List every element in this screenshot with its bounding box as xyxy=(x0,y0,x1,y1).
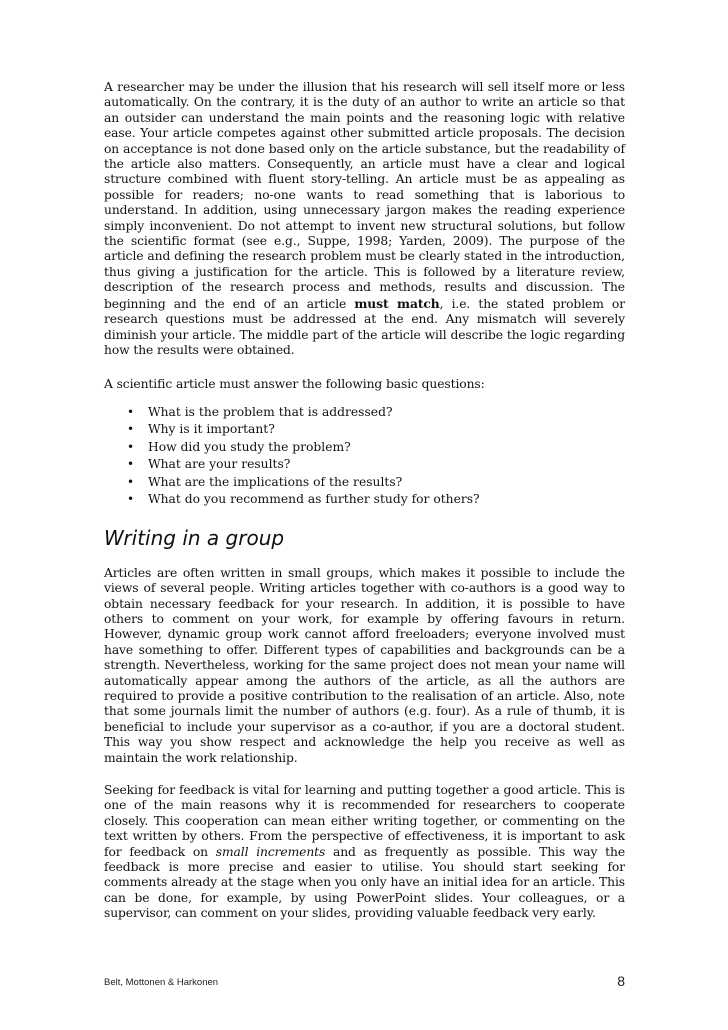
paragraph-text: , i.e. the stated problem or research questions must be addressed at the end. Any mismatch will severely diminish your article. The middle part of the article will describe the logic regarding how the results were obtained. xyxy=(104,296,625,357)
paragraph-feedback xyxy=(104,783,625,922)
page-footer xyxy=(104,973,625,993)
bullet-icon: • xyxy=(127,439,135,454)
paragraph-text: A researcher may be under the illusion that his research will sell itself more or less automatically. On the contrary, it is the duty of an author to write an article so that an outsider can understand the main points and the reasoning logic with relative ease. Your article competes against other submitted article proposals. The decision on acceptance is not done based only on the article substance, but the readability of the article also matters. Consequently, an article must have a clear and logical structure combined with fluent story-telling. An article must be as appealing as possible for readers; no-one wants to read something that is laborious to understand. In addition, using unnecessary jargon makes the reading experience simply inconvenient. Do not attempt to invent new structural solutions, but follow the scientific format (see e.g., Suppe, 1998; Yarden, 2009). The purpose of the article and defining the research problem must be clearly stated in the introduction, thus giving a justification for the article. This is followed by a literature review, description of the research process and methods, results and discussion. The beginning and the end of an article xyxy=(104,80,625,311)
list-item xyxy=(104,474,625,492)
section-heading: Writing in a group xyxy=(104,525,285,550)
bullet-icon: • xyxy=(127,457,135,472)
list-item xyxy=(104,421,625,439)
italic-emphasis: small increments xyxy=(215,844,326,859)
list-item xyxy=(104,491,625,509)
bullet-icon: • xyxy=(127,404,135,419)
bullet-icon: • xyxy=(127,492,135,507)
list-item-text: How did you study the problem? xyxy=(148,439,351,454)
list-item xyxy=(104,456,625,474)
page-body xyxy=(104,80,625,922)
bullet-icon: • xyxy=(127,474,135,489)
list-item-text: What are the implications of the results? xyxy=(148,474,403,489)
list-item-text: What are your results? xyxy=(148,457,291,472)
paragraph-text: and as frequently as possible. This way the feedback is more precise and easier to utilise. You should start seeking for comments already at the stage when you only have an initial idea for an article. This can be done, for example, by using PowerPoint slides. Your colleagues, or a supervisor, can comment on your slides, providing valuable feedback very early. xyxy=(104,844,625,921)
paragraph-questions-intro: A scientific article must answer the following basic questions: xyxy=(104,377,485,392)
list-item-text: What do you recommend as further study for others? xyxy=(148,492,480,507)
paragraph-article-readability xyxy=(104,80,625,358)
bullet-icon: • xyxy=(127,422,135,437)
basic-questions-list xyxy=(104,404,625,509)
footer-authors: Belt, Mottonen & Harkonen xyxy=(104,977,219,988)
list-item xyxy=(104,439,625,457)
list-item-text: What is the problem that is addressed? xyxy=(148,404,393,419)
list-item-text: Why is it important? xyxy=(148,422,275,437)
bold-emphasis: must match xyxy=(354,295,440,311)
paragraph-group-writing: Articles are often written in small groups, which makes it possible to include the views of several people. Writing articles together with co-authors is a good way to obtain necessary feedback for your research. In addition, it is possible to have others to comment on your work, for example by offering favours in return. However, dynamic group work cannot afford freeloaders; everyone involved must have something to offer. Different types of capabilities and backgrounds can be a strength. Nevertheless, working for the same project does not mean your name will automatically appear among the authors of the article, as all the authors are required to provide a positive contribution to the realisation of an article. Also, note that some journals limit the number of authors (e.g. four). As a rule of thumb, it is beneficial to include your supervisor as a co-author, if you are a doctoral student. This way you show respect and acknowledge the help you receive as well as maintain the work relationship. xyxy=(104,565,625,765)
paragraph-text: Seeking for feedback is vital for learning and putting together a good article. This is one of the main reasons why it is recommended for researchers to cooperate closely. This cooperation can mean either writing together, or commenting on the text written by others. From the perspective of effectiveness, it is important to ask for feedback on xyxy=(104,783,625,859)
page-number: 8 xyxy=(617,973,625,989)
list-item xyxy=(104,404,625,422)
